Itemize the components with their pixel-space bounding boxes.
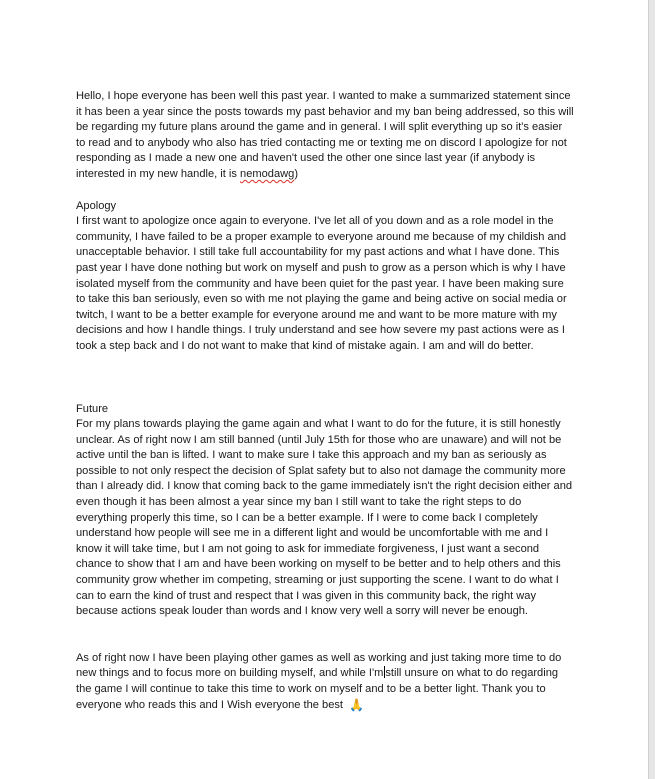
blank-line — [76, 183, 574, 199]
page-edge-scrollbar[interactable] — [648, 0, 655, 779]
blank-lines — [76, 355, 574, 402]
closing-text: As of right now I have been playing other games as well as working and just taking more time to do new things and to focus more on building myself, and while I'm — [76, 651, 562, 680]
closing-text-end: still unsure on what to do regarding the game I will continue to take this time to work on myself and to be a better light. Thank you to everyone who reads this and I Wish everyone the best — [76, 667, 559, 711]
apology-heading: Apology — [76, 199, 117, 212]
document-body[interactable] — [76, 89, 574, 713]
discord-handle: nemodawg — [240, 167, 295, 180]
folded-hands-icon: 🙏 — [349, 697, 364, 712]
blank-lines — [76, 620, 574, 651]
intro-text: Hello, I hope everyone has been well this past year. I wanted to make a summarized statement since it has been a year since the posts towards my past behavior and my ban being addressed, so this will be regarding my future plans around the game and in general. I will split everything up so it's easier to read and to anybody who also has tried contacting me or texting me on discord I apologize for not responding as I made a new one and haven't used the other one since last year (if anybody is interested in my new handle, it is — [76, 90, 574, 180]
intro-text-end: ) — [294, 167, 299, 180]
future-paragraph: For my plans towards playing the game again and what I want to do for the future, it is still honestly unclear. As of right now I am still banned (until July 15th for those who are unaware) and will not be active until the ban is lifted. I want to make sure I take this approach and my ban as seriously as possible to not only respect the decision of Splat safety but to also not damage the community more than I already did. I know that coming back to the game immediately isn't the right decision either and even though it has been almost a year since my ban I still want to take the right steps to do everything properly this time, so I can be a better example. If I were to come back I completely understand how people will see me in a different light and would be uncomfortable with me and I know it will take time, but I am not going to ask for immediate forgiveness, I just want a second chance to show that I am and have been working on myself to be better and to help others and this community grow whether im competing, streaming or just supporting the scene. I want to do what I can to earn the kind of trust and respect that I was given in this community back, the right way because actions speak louder than words and I know very well a sorry will never be enough. — [76, 418, 573, 618]
closing-paragraph — [76, 651, 574, 713]
apology-paragraph: I first want to apologize once again to everyone. I've let all of you down and as a role model in the community, I have failed to be a proper example to everyone around me because of my childish and unacceptable behavior. I still take full accountability for my past actions and what I have done. This past year I have done nothing but work on myself and push to grow as a person which is why I have isolated myself from the community and have been quiet for the past year. I have been making sure to take this ban seriously, even so with me not playing the game and being active on social media or twitch, I want to be a better example for everyone around me and want to be more mature with my decisions and how I handle things. I truly understand and see how severe my past actions were as I took a step back and I do not want to make that kind of mistake again. I am and will do better. — [76, 215, 567, 352]
intro-paragraph — [76, 89, 574, 183]
future-heading: Future — [76, 402, 109, 415]
